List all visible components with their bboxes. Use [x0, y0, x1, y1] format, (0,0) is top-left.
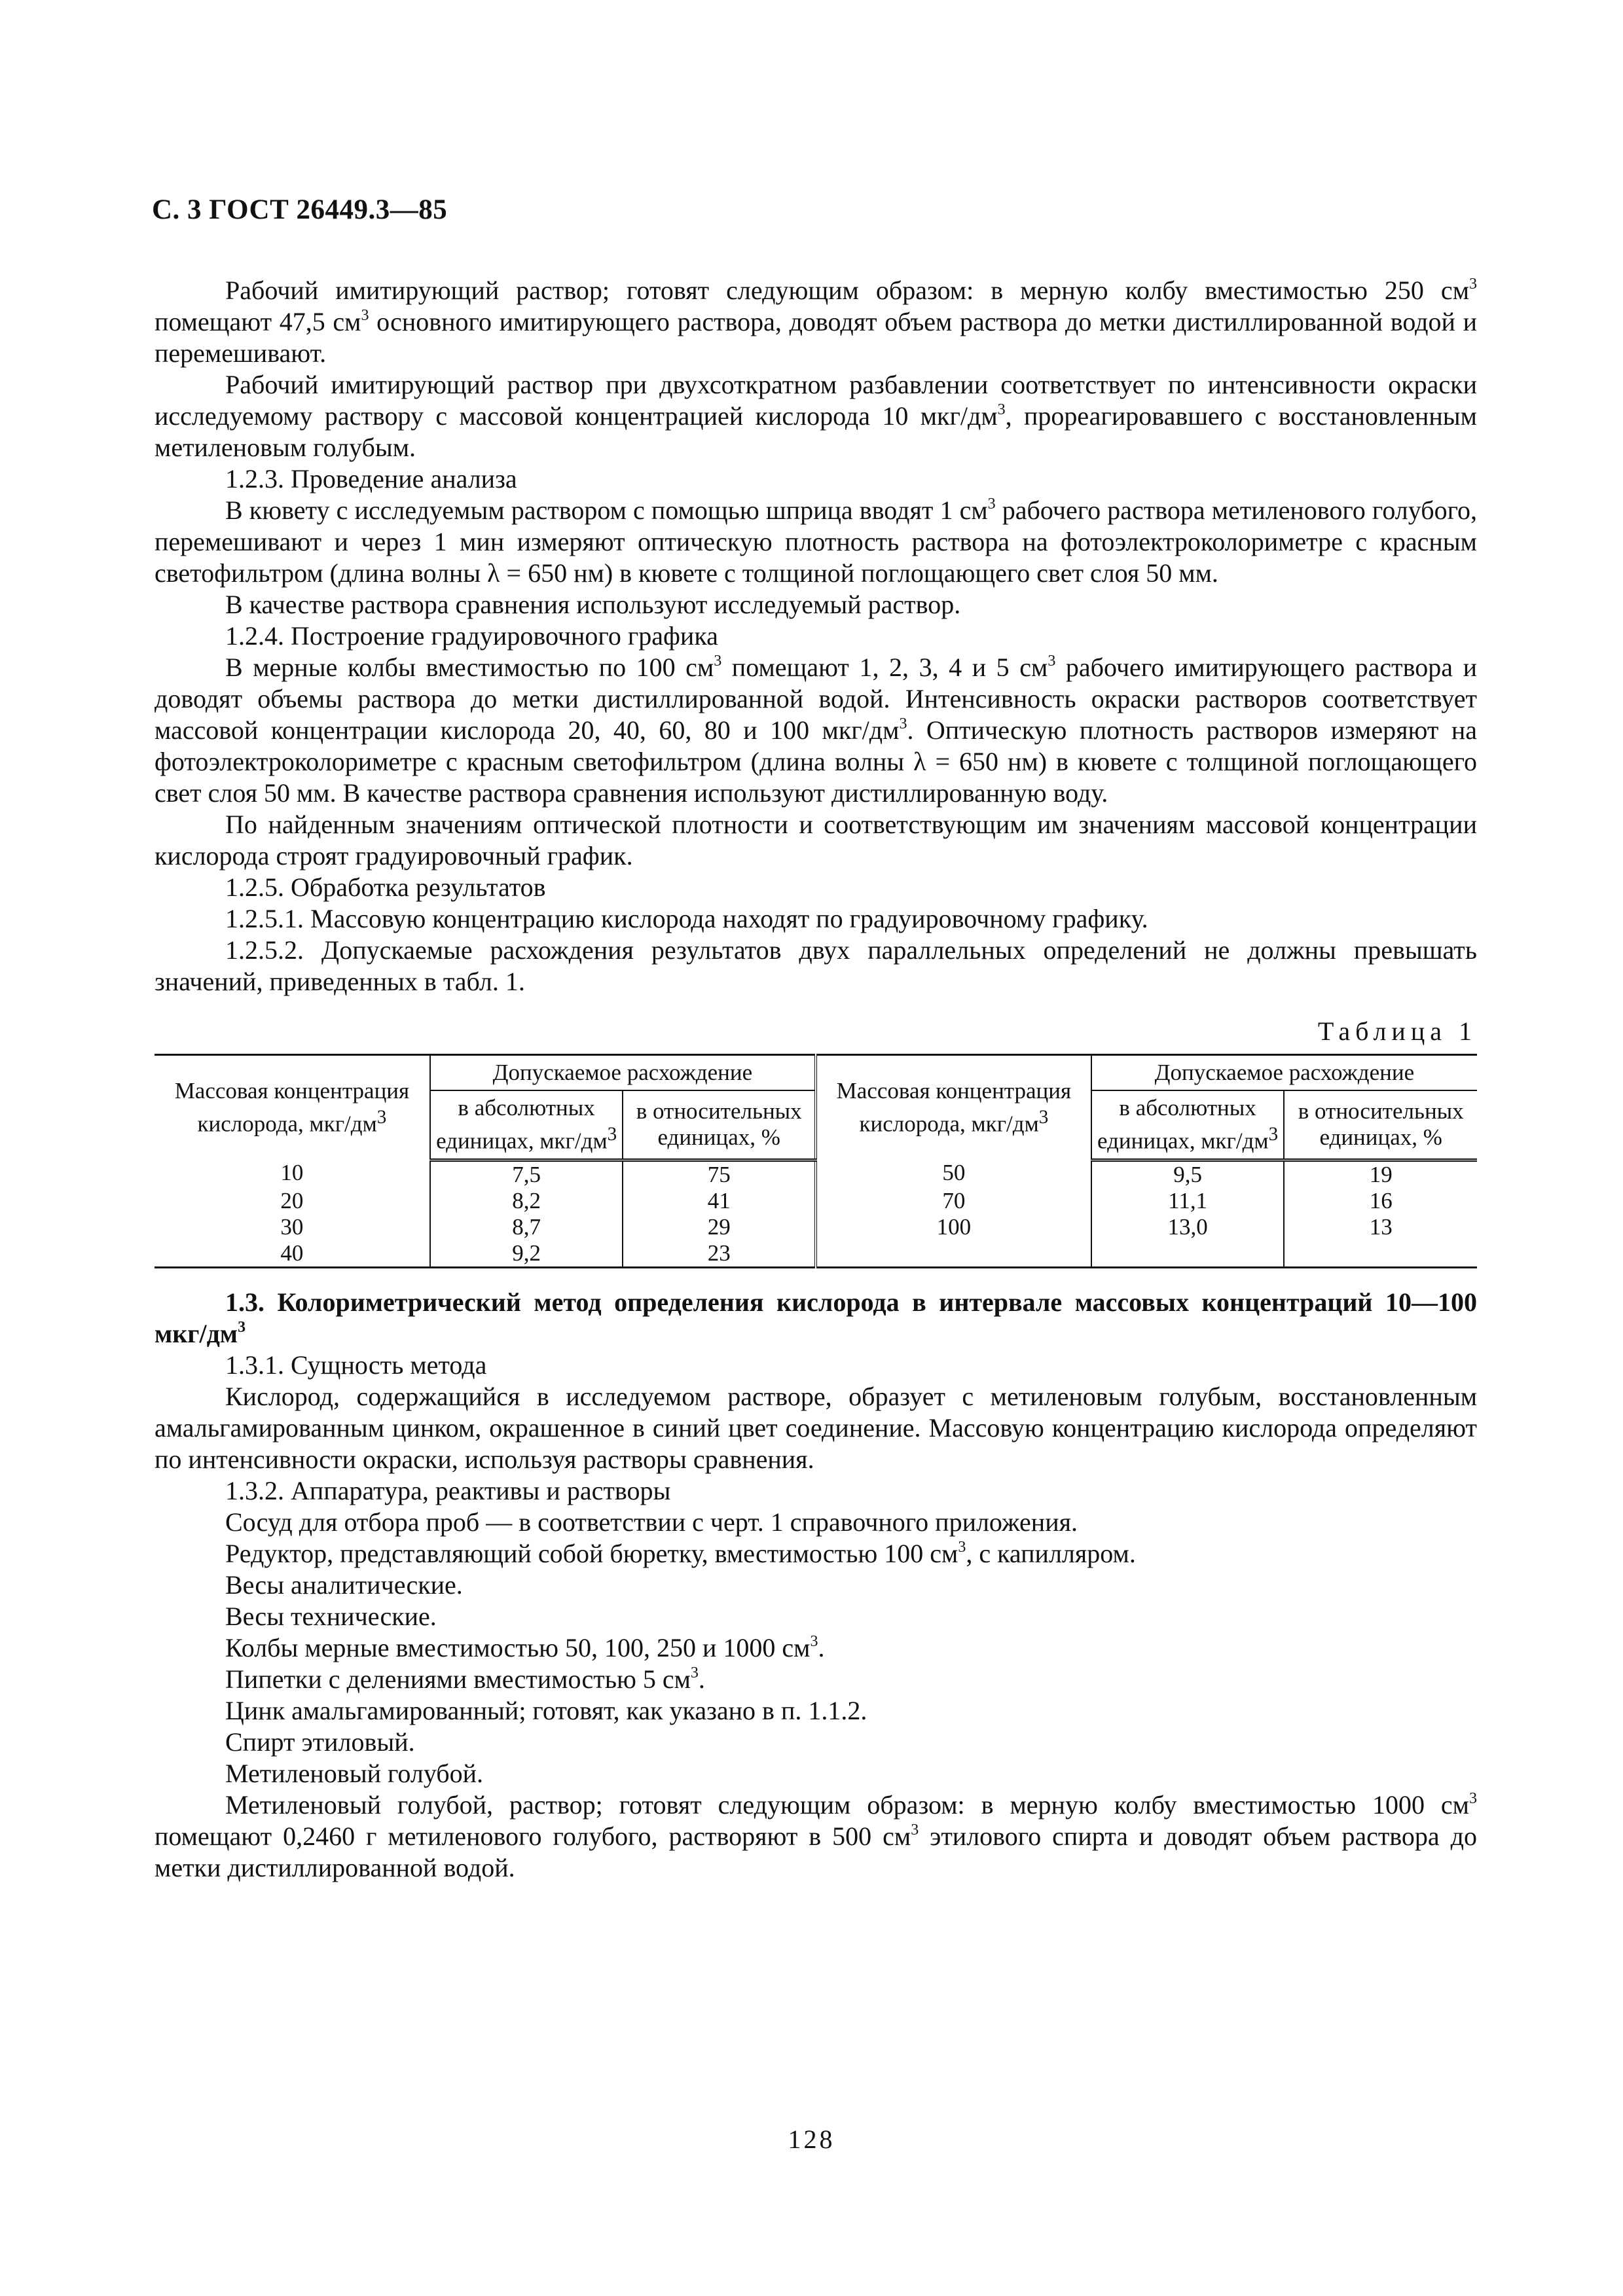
table-cell: 9,5	[1091, 1160, 1285, 1188]
superscript: 3	[361, 307, 369, 324]
list-item: Сосуд для отбора проб — в соответствии с черт. 1 справочного приложения.	[225, 1507, 1078, 1537]
table-cell: 30	[280, 1213, 304, 1240]
list-item: Весы технические.	[225, 1601, 437, 1631]
list-item: Метиленовый голубой.	[225, 1758, 484, 1788]
table-cell: 19	[1284, 1160, 1477, 1188]
subsection-heading: 1.2.3. Проведение анализа	[225, 464, 517, 493]
table-cell: 13,0	[1091, 1214, 1285, 1240]
column-header-concentration: Массовая концентрация кислорода, мкг/$дм^3$	[174, 1078, 410, 1137]
superscript: 3	[911, 1821, 919, 1839]
paragraph: Рабочий имитирующий раствор; готовят следующим образом: в мерную колбу вместимостью 250 $см^3$ помещают 47,5 $см^3$ основного имитирующего раствора, доводят объем раствора до метки дистиллированной водой и перемешивают.	[155, 276, 1477, 368]
table-cell: 40	[155, 1240, 430, 1268]
table-cell: 100	[816, 1214, 1091, 1240]
document-body	[155, 275, 1477, 1884]
subsection-heading: 1.2.5. Обработка результатов	[225, 872, 546, 902]
table-cell: 16	[1284, 1188, 1477, 1214]
subsection-heading: 1.2.4. Построение градуировочного графика	[225, 621, 718, 651]
column-group-header: Допускаемое расхождение	[1091, 1055, 1477, 1091]
table-cell	[816, 1240, 1091, 1268]
table-row	[155, 1214, 1477, 1240]
list-item: Весы аналитические.	[225, 1570, 463, 1600]
superscript: 3	[987, 495, 996, 512]
column-header-absolute: в абсолютных единицах, мкг/$дм^3$	[1091, 1090, 1285, 1160]
superscript: 3	[1268, 1124, 1279, 1145]
table-cell: 7,5	[430, 1160, 623, 1188]
superscript: 3	[376, 1107, 387, 1128]
subsection-heading: 1.3.2. Аппаратура, реактивы и растворы	[225, 1475, 671, 1505]
table-cell: 9,2	[430, 1240, 623, 1268]
table-cell: 8,7	[430, 1214, 623, 1240]
superscript: 3	[997, 401, 1006, 418]
table-cell: 8,2	[430, 1188, 623, 1214]
table-row	[155, 1160, 1477, 1188]
page-number: 128	[788, 2125, 835, 2154]
list-item: Спирт этиловый.	[225, 1727, 415, 1757]
page-header: С. 3 ГОСТ 26449.3—85	[152, 194, 448, 225]
table-cell: 23	[623, 1240, 816, 1268]
superscript: 3	[899, 715, 907, 732]
table-cell: 10	[280, 1160, 304, 1186]
paragraph: Кислород, содержащийся в исследуемом растворе, образует с метиленовым голубым, восстановленным амальгамированным цинком, окрашенное в синий цвет соединение. Массовую концентрацию кислорода определяют по интенсивности окраски, используя растворы сравнения.	[155, 1381, 1477, 1474]
list-item: Цинк амальгамированный; готовят, как указано в п. 1.1.2.	[225, 1695, 867, 1725]
superscript: 3	[810, 1632, 818, 1650]
superscript: 3	[690, 1664, 699, 1681]
table-cell: 70	[816, 1188, 1091, 1214]
table-row	[155, 1240, 1477, 1268]
list-item: Редуктор, представляющий собой бюретку, вместимостью 100 $см^3$, с капилляром.	[225, 1538, 1136, 1568]
column-header-concentration: Массовая концентрация кислорода, мкг/$дм^3$	[816, 1055, 1091, 1160]
paragraph: Рабочий имитирующий раствор при двухсоткратном разбавлении соответствует по интенсивности окраски исследуемому раствору с массовой концентрацией кислорода 10 мкг/$дм^3$, прореагировавшего с восстановленным метиленовым голубым.	[155, 370, 1477, 462]
table-caption: Таблица 1	[1317, 1016, 1477, 1046]
subsection-heading: 1.3.1. Сущность метода	[225, 1350, 487, 1380]
column-header-relative: в относительных единицах, %	[1284, 1090, 1477, 1160]
superscript: 3	[607, 1124, 617, 1145]
paragraph: 1.2.5.2. Допускаемые расхождения результатов двух параллельных определений не должны превышать значений, приведенных в табл. 1.	[155, 935, 1477, 996]
table-cell	[1284, 1240, 1477, 1268]
superscript: 3	[958, 1538, 966, 1556]
column-group-header: Допускаемое расхождение	[430, 1055, 816, 1091]
paragraph: В кювету с исследуемым раствором с помощью шприца вводят 1 $см^3$ рабочего раствора метиленового голубого, перемешивают и через 1 мин измеряют оптическую плотность раствора на фотоэлектроколориметре с красным светофильтром (длина волны λ = 650 нм) в кювете с толщиной поглощающего свет слоя 50 мм.	[155, 495, 1477, 588]
superscript: 3	[1048, 653, 1056, 670]
table-cell: 29	[623, 1214, 816, 1240]
tolerance-table	[155, 1054, 1477, 1268]
paragraph: В мерные колбы вместимостью по 100 $см^3$ помещают 1, 2, 3, 4 и 5 $см^3$ рабочего имитирующего раствора и доводят объемы раствора до метки дистиллированной водой. Интенсивность окраски растворов соответствует массовой концентрации кислорода 20, 40, 60, 80 и 100 мкг/$дм^3$. Оптическую плотность растворов измеряют на фотоэлектроколориметре с красным светофильтром (длина волны λ = 650 нм) в кювете с толщиной поглощающего свет слоя 50 мм. В качестве раствора сравнения используют дистиллированную воду.	[155, 653, 1477, 808]
paragraph: 1.2.5.1. Массовую концентрацию кислорода находят по градуировочному графику.	[225, 904, 1148, 933]
list-item: Колбы мерные вместимостью 50, 100, 250 и 1000 $см^3$.	[225, 1632, 825, 1662]
table-cell: 50	[816, 1160, 1091, 1188]
table-cell: 41	[623, 1188, 816, 1214]
table-cell: 20	[280, 1187, 304, 1213]
column-header-relative: в относительных единицах, %	[623, 1090, 816, 1160]
paragraph: В качестве раствора сравнения используют исследуемый раствор.	[225, 590, 961, 619]
superscript: 3	[714, 653, 722, 670]
superscript: 3	[1038, 1107, 1049, 1128]
superscript: 3	[238, 1318, 246, 1336]
paragraph: По найденным значениям оптической плотности и соответствующим им значениям массовой концентрации кислорода строят градуировочный график.	[155, 810, 1477, 870]
table-cell: 13	[1284, 1214, 1477, 1240]
column-header-absolute: в абсолютных единицах, мкг/$дм^3$	[430, 1090, 623, 1160]
table-row	[155, 1188, 1477, 1214]
paragraph: Метиленовый голубой, раствор; готовят следующим образом: в мерную колбу вместимостью 1000 $см^3$ помещают 0,2460 г метиленового голубого, растворяют в 500 $см^3$ этилового спирта и доводят объем раствора до метки дистиллированной водой.	[155, 1789, 1477, 1882]
superscript: 3	[1469, 276, 1477, 293]
section-heading: 1.3. Колориметрический метод определения кислорода в интервале массовых концентраций 10—100 мкг/$дм^3$	[155, 1287, 1477, 1348]
table-cell: 75	[623, 1160, 816, 1188]
table-cell	[1091, 1240, 1285, 1268]
list-item: Пипетки с делениями вместимостью 5 $см^3$.	[225, 1664, 705, 1694]
superscript: 3	[1469, 1789, 1477, 1807]
table-cell: 11,1	[1091, 1188, 1285, 1214]
